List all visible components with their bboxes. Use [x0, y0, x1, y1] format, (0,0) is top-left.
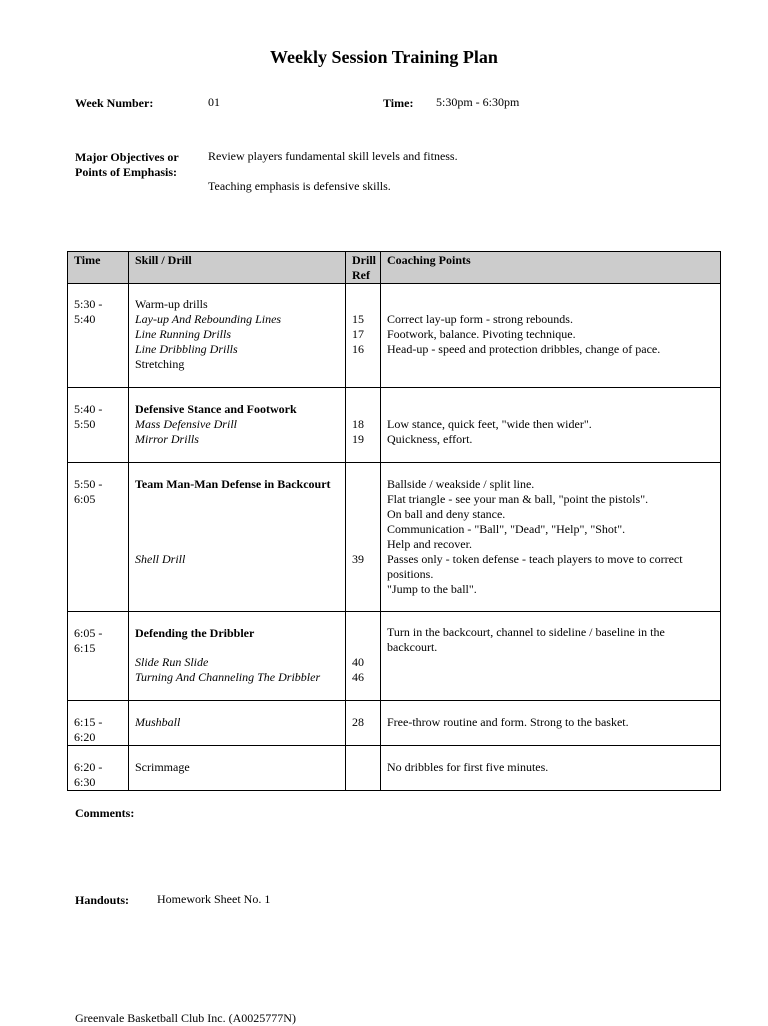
coaching-point: Low stance, quick feet, "wide then wider". [387, 417, 592, 431]
cell-skill [129, 746, 346, 791]
comments-label: Comments: [75, 806, 135, 820]
objective-2: Teaching emphasis is defensive skills. [208, 179, 391, 193]
cell-ref [346, 284, 381, 388]
table-row [68, 463, 721, 612]
drill-ref: 46 [352, 670, 364, 684]
header-skill-drill: Skill / Drill [129, 252, 346, 284]
objective-1: Review players fundamental skill levels and fitness. [208, 149, 458, 163]
header-drill-ref [346, 252, 381, 284]
coaching-point: Communication - "Ball", "Dead", "Help", "Shot". [387, 522, 626, 536]
table-row [68, 746, 721, 791]
skill-heading: Team Man-Man Defense in Backcourt [135, 477, 331, 491]
coaching-point: Ballside / weakside / split line. [387, 477, 535, 491]
objectives-label-line-2: Points of Emphasis: [75, 165, 178, 179]
coaching-point: Footwork, balance. Pivoting technique. [387, 327, 576, 341]
coaching-point: Flat triangle - see your man & ball, "point the pistols". [387, 492, 649, 506]
week-number-label: Week Number: [75, 96, 154, 110]
cell-skill [129, 284, 346, 388]
coaching-point: Correct lay-up form - strong rebounds. [387, 312, 573, 326]
week-number-value: 01 [208, 95, 220, 109]
table-header-row [68, 252, 721, 284]
coaching-point: Head-up - speed and protection dribbles, change of pace. [387, 342, 661, 356]
cell-ref [346, 612, 381, 701]
table-row [68, 701, 721, 746]
drill-ref: 16 [352, 342, 364, 356]
cell-time: 6:20 - 6:30 [68, 746, 129, 791]
coaching-point: Turn in the backcourt, channel to sideline / baseline in the backcourt. [387, 625, 665, 654]
cell-time: 5:40 - 5:50 [68, 388, 129, 463]
drill-ref: 39 [352, 552, 364, 566]
handouts-label: Handouts: [75, 893, 130, 907]
cell-coaching-points [381, 612, 721, 701]
drill-name: Lay-up And Rebounding Lines [135, 312, 282, 326]
header-drill-ref-line-1: Drill [352, 253, 376, 267]
skill-heading: Defending the Dribbler [135, 626, 255, 640]
cell-ref [346, 746, 381, 791]
drill-ref: 15 [352, 312, 364, 326]
cell-coaching-points [381, 284, 721, 388]
cell-ref [346, 701, 381, 746]
drill-ref: 28 [352, 715, 364, 729]
drill-ref: 18 [352, 417, 364, 431]
drill-ref: 40 [352, 655, 364, 669]
drill-name: Line Dribbling Drills [135, 342, 238, 356]
header-drill-ref-line-2: Ref [352, 268, 370, 282]
coaching-point: "Jump to the ball". [387, 582, 477, 596]
header-time: Time [68, 252, 129, 284]
handouts-value: Homework Sheet No. 1 [157, 892, 271, 906]
coaching-point: Passes only - token defense - teach players to move to correct positions. [387, 552, 683, 581]
drill-name: Mirror Drills [135, 432, 199, 446]
table-row [68, 612, 721, 701]
drill-name: Shell Drill [135, 552, 186, 566]
skill-extra: Scrimmage [135, 760, 190, 774]
cell-coaching-points [381, 463, 721, 612]
time-label: Time: [383, 96, 414, 110]
table-row [68, 388, 721, 463]
page-title: Weekly Session Training Plan [270, 47, 498, 67]
cell-skill [129, 612, 346, 701]
cell-ref [346, 463, 381, 612]
cell-coaching-points [381, 746, 721, 791]
header-coaching-points: Coaching Points [381, 252, 721, 284]
coaching-point: Free-throw routine and form. Strong to the basket. [387, 715, 629, 729]
drill-ref: 19 [352, 432, 364, 446]
coaching-point: Quickness, effort. [387, 432, 473, 446]
table-row [68, 284, 721, 388]
cell-coaching-points [381, 388, 721, 463]
cell-time: 5:30 - 5:40 [68, 284, 129, 388]
objectives-label [75, 150, 179, 180]
cell-ref [346, 388, 381, 463]
drill-ref: 17 [352, 327, 364, 341]
training-plan-table [67, 251, 721, 791]
skill-extra: Stretching [135, 357, 185, 371]
skill-heading: Defensive Stance and Footwork [135, 402, 297, 416]
cell-time: 6:05 - 6:15 [68, 612, 129, 701]
cell-coaching-points [381, 701, 721, 746]
objectives-label-line-1: Major Objectives or [75, 150, 179, 164]
drill-name: Mass Defensive Drill [135, 417, 237, 431]
cell-time: 5:50 - 6:05 [68, 463, 129, 612]
cell-skill [129, 463, 346, 612]
cell-skill [129, 701, 346, 746]
drill-name: Line Running Drills [135, 327, 232, 341]
drill-name: Slide Run Slide [135, 655, 209, 669]
cell-time: 6:15 - 6:20 [68, 701, 129, 746]
cell-skill [129, 388, 346, 463]
coaching-point: No dribbles for first five minutes. [387, 760, 549, 774]
drill-name: Mushball [135, 715, 181, 729]
time-value: 5:30pm - 6:30pm [436, 95, 520, 109]
skill-heading: Warm-up drills [135, 297, 208, 311]
drill-name: Turning And Channeling The Dribbler [135, 670, 321, 684]
footer-text: Greenvale Basketball Club Inc. (A0025777N) [75, 1011, 296, 1025]
coaching-point: On ball and deny stance. [387, 507, 506, 521]
coaching-point: Help and recover. [387, 537, 472, 551]
